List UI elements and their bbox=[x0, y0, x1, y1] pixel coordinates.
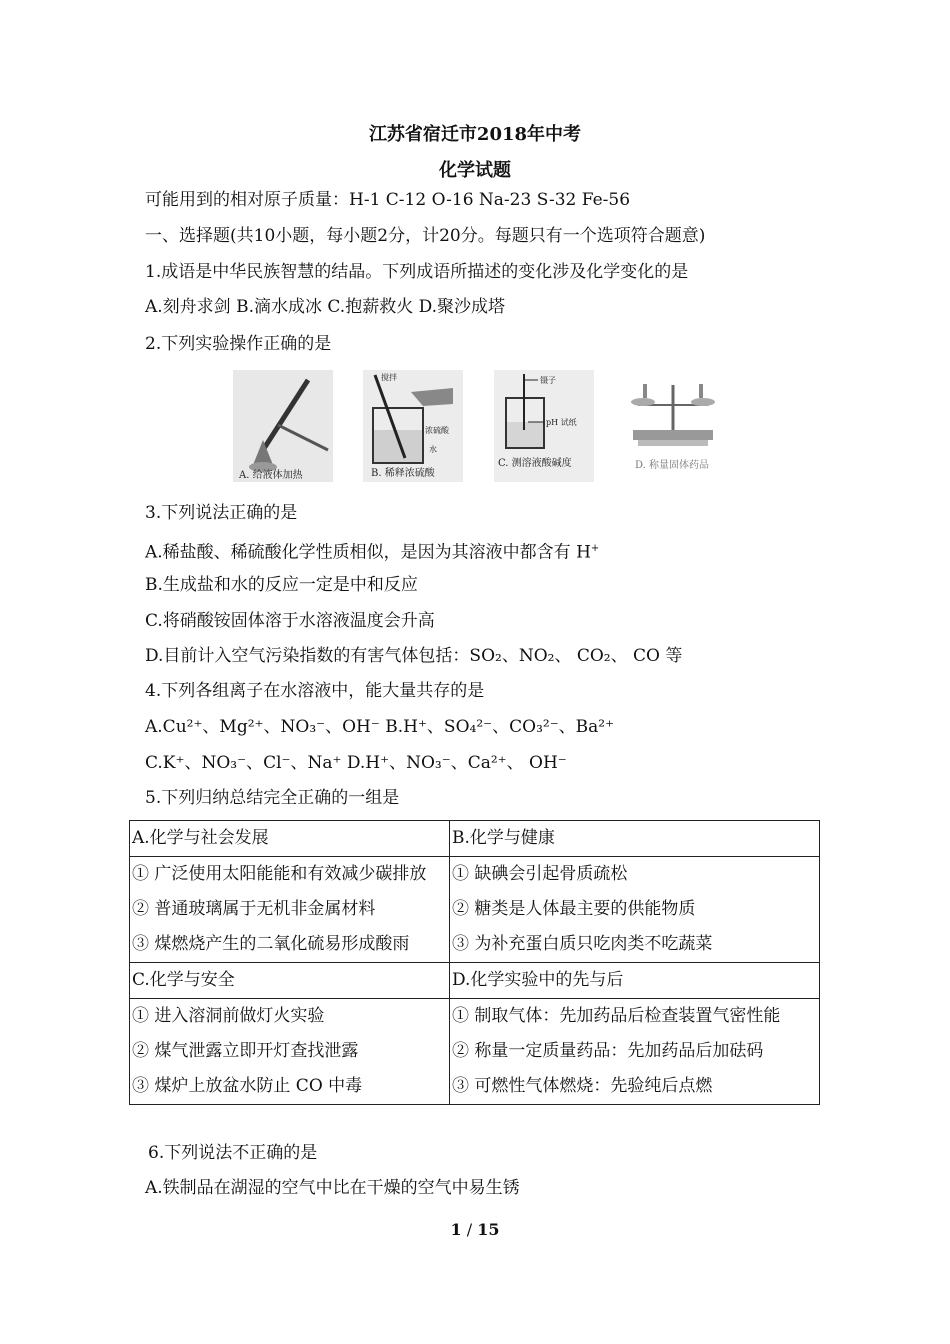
table-item: ③ 为补充蛋白质只吃肉类不吃蔬菜 bbox=[452, 934, 713, 954]
q3-stem: 3.下列说法正确的是 bbox=[145, 503, 298, 523]
table-head-d: D.化学实验中的先与后 bbox=[450, 963, 820, 999]
q3-option-b: B.生成盐和水的反应一定是中和反应 bbox=[145, 575, 418, 595]
figure-a-liquid-heating bbox=[233, 370, 333, 482]
svg-text:浓硫酸: 浓硫酸 bbox=[425, 426, 449, 435]
svg-text:B. 稀释浓硫酸: B. 稀释浓硫酸 bbox=[371, 468, 435, 479]
page-title: 江苏省宿迁市2018年中考 bbox=[368, 124, 582, 145]
q3-option-d: D.目前计入空气污染指数的有害气体包括：SO₂、NO₂、 CO₂、 CO 等 bbox=[145, 646, 683, 666]
atomic-masses: 可能用到的相对原子质量：H-1 C-12 O-16 Na-23 S-32 Fe-56 bbox=[145, 190, 631, 210]
q5-stem: 5.下列归纳总结完全正确的一组是 bbox=[145, 788, 400, 808]
page-number bbox=[0, 1220, 950, 1239]
test-tube-heating-icon bbox=[233, 370, 333, 482]
table-head-c: C.化学与安全 bbox=[130, 963, 450, 999]
q4-options-ab: A.Cu²⁺、Mg²⁺、NO₃⁻、OH⁻ B.H⁺、SO₄²⁻、CO₃²⁻、Ba²⁺ bbox=[145, 717, 615, 737]
q6-stem: 6.下列说法不正确的是 bbox=[148, 1143, 318, 1163]
beaker-dilution-icon bbox=[363, 370, 463, 482]
q5-table bbox=[129, 820, 820, 1105]
beaker-ph-icon bbox=[494, 370, 594, 482]
table-cell-a bbox=[130, 857, 450, 963]
table-cell-b bbox=[450, 857, 820, 963]
svg-text:C. 测溶液酸碱度: C. 测溶液酸碱度 bbox=[498, 458, 572, 469]
figure-c-ph-test bbox=[494, 370, 594, 482]
table-head-a: A.化学与社会发展 bbox=[130, 821, 450, 857]
svg-text:pH 试纸: pH 试纸 bbox=[546, 418, 577, 427]
balance-icon bbox=[623, 370, 723, 482]
table-item: ① 广泛使用太阳能能和有效减少碳排放 bbox=[132, 864, 427, 884]
q3-option-a-sup: + bbox=[590, 543, 600, 554]
page-subtitle: 化学试题 bbox=[439, 160, 511, 181]
table-item: ③ 可燃性气体燃烧：先验纯后点燃 bbox=[452, 1076, 713, 1096]
q6-option-a: A.铁制品在湖湿的空气中比在干燥的空气中易生锈 bbox=[145, 1178, 520, 1198]
svg-text:搅拌: 搅拌 bbox=[381, 373, 397, 382]
svg-text:D. 称量固体药品: D. 称量固体药品 bbox=[635, 460, 710, 471]
svg-text:A. 给液体加热: A. 给液体加热 bbox=[239, 470, 303, 481]
q1-options: A.刻舟求剑 B.滴水成冰 C.抱薪救火 D.聚沙成塔 bbox=[145, 297, 506, 317]
table-item: ③ 煤炉上放盆水防止 CO 中毒 bbox=[132, 1076, 363, 1096]
table-cell-d bbox=[450, 999, 820, 1105]
page-current: 1 bbox=[450, 1220, 462, 1239]
page-total: 15 bbox=[477, 1220, 500, 1239]
table-head-b: B.化学与健康 bbox=[450, 821, 820, 857]
table-item: ③ 煤燃烧产生的二氧化硫易形成酸雨 bbox=[132, 934, 410, 954]
table-item: ① 进入溶洞前做灯火实验 bbox=[132, 1006, 325, 1026]
section-heading: 一、选择题(共10小题，每小题2分，计20分。每题只有一个选项符合题意) bbox=[145, 226, 706, 246]
q4-stem: 4.下列各组离子在水溶液中，能大量共存的是 bbox=[145, 681, 485, 701]
q1-stem: 1.成语是中华民族智慧的结晶。下列成语所描述的变化涉及化学变化的是 bbox=[145, 262, 689, 282]
q3-option-c: C.将硝酸铵固体溶于水溶液温度会升高 bbox=[145, 611, 435, 631]
page-separator: / bbox=[461, 1220, 478, 1239]
q4-options-cd: C.K⁺、NO₃⁻、Cl⁻、Na⁺ D.H⁺、NO₃⁻、Ca²⁺、 OH⁻ bbox=[145, 753, 567, 773]
table-item: ② 糖类是人体最主要的供能物质 bbox=[452, 899, 696, 919]
table-item: ② 普通玻璃属于无机非金属材料 bbox=[132, 899, 376, 919]
svg-text:水: 水 bbox=[429, 445, 437, 454]
q3-option-a-text: A.稀盐酸、稀硫酸化学性质相似，是因为其溶液中都含有 H bbox=[145, 542, 591, 563]
table-item: ① 缺碘会引起骨质疏松 bbox=[452, 864, 628, 884]
table-item: ② 称量一定质量药品：先加药品后加砝码 bbox=[452, 1041, 764, 1061]
table-item: ② 煤气泄露立即开灯查找泄露 bbox=[132, 1041, 359, 1061]
svg-text:镊子: 镊子 bbox=[540, 376, 556, 385]
q3-option-a bbox=[145, 538, 599, 564]
table-cell-c bbox=[130, 999, 450, 1105]
figure-b-dilution bbox=[363, 370, 463, 482]
q2-stem: 2.下列实验操作正确的是 bbox=[145, 334, 332, 354]
figure-d-balance bbox=[623, 370, 723, 482]
table-item: ① 制取气体：先加药品后检查装置气密性能 bbox=[452, 1006, 781, 1026]
